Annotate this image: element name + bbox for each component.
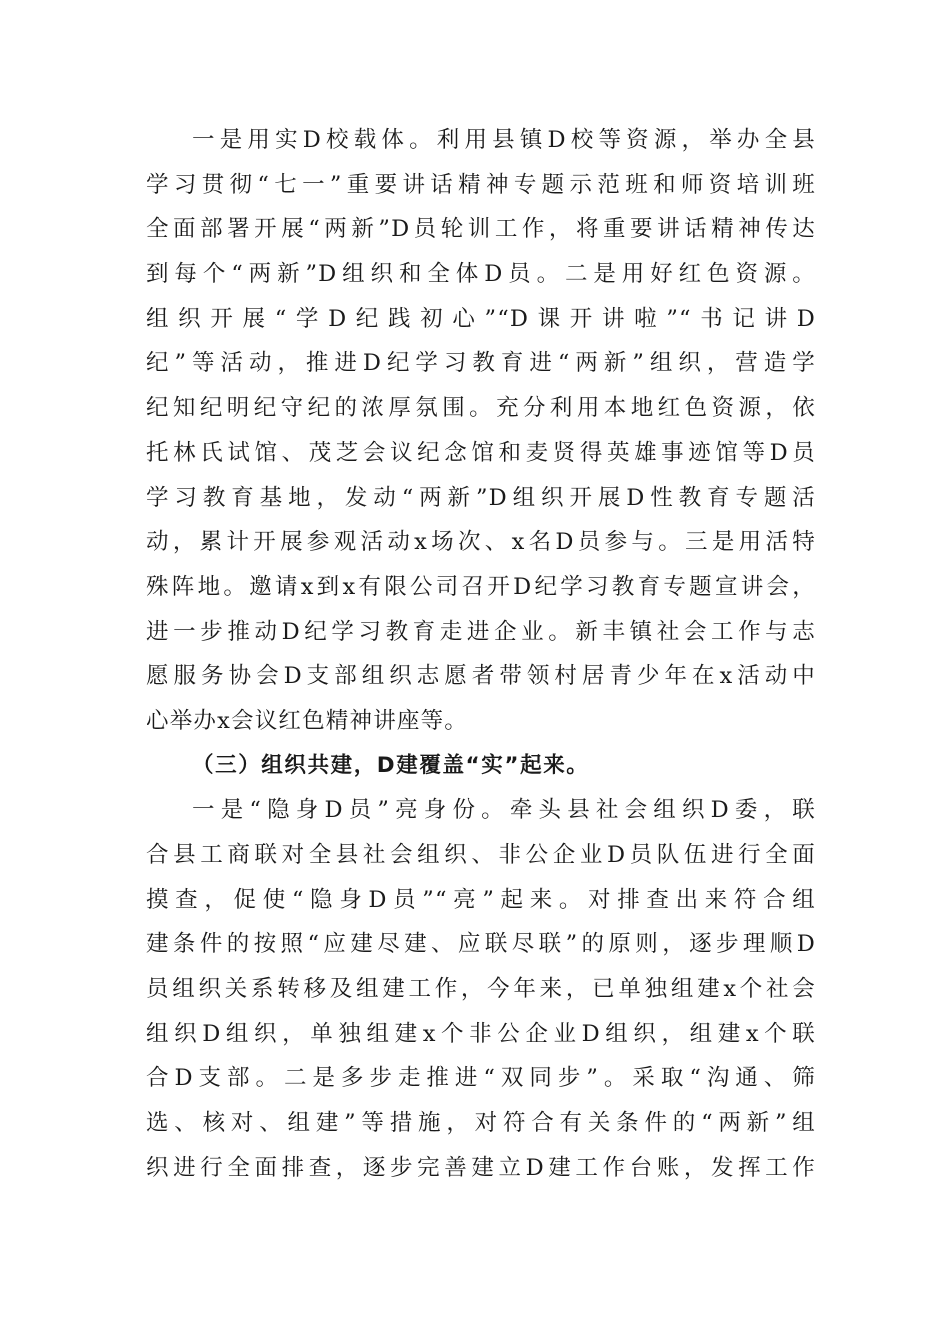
paragraph-line: 托林氏试馆、茂芝会议纪念馆和麦贤得英雄事迹馆等D员 <box>146 439 816 466</box>
paragraph-line: 选、核对、组建”等措施，对符合有关条件的“两新”组 <box>146 1110 816 1137</box>
paragraph-line: 纪”等活动，推进D纪学习教育进“两新”组织，营造学 <box>146 350 816 377</box>
document-body <box>146 118 816 1191</box>
paragraph-line: 一是用实D校载体。利用县镇D校等资源，举办全县 <box>192 127 816 153</box>
paragraph-line: 殊阵地。邀请x到x有限公司召开D纪学习教育专题宣讲会， <box>146 573 816 600</box>
paragraph-1 <box>146 118 816 744</box>
paragraph-line: 纪知纪明纪守纪的浓厚氛围。充分利用本地红色资源，依 <box>146 395 816 422</box>
paragraph-line: 摸查，促使“隐身D员”“亮”起来。对排查出来符合组 <box>146 886 816 913</box>
paragraph-line: 愿服务协会D支部组织志愿者带领村居青少年在x活动中 <box>146 663 816 690</box>
paragraph-line: 到每个“两新”D组织和全体D员。二是用好红色资源。 <box>146 261 816 288</box>
paragraph-line: 组织开展“学D纪践初心”“D课开讲啦”“书记讲D <box>146 305 816 332</box>
paragraph-2 <box>146 788 816 1190</box>
paragraph-line: 心举办x会议红色精神讲座等。 <box>146 707 468 734</box>
paragraph-line: 进一步推动D纪学习教育走进企业。新丰镇社会工作与志 <box>146 618 816 645</box>
paragraph-line: 建条件的按照“应建尽建、应联尽联”的原则，逐步理顺D <box>146 931 816 958</box>
paragraph-line: 学习教育基地，发动“两新”D组织开展D性教育专题活 <box>146 484 816 511</box>
paragraph-line: 学习贯彻“七一”重要讲话精神专题示范班和师资培训班 <box>146 171 816 198</box>
paragraph-line: 组织D组织，单独组建x个非公企业D组织，组建x个联 <box>146 1020 816 1047</box>
paragraph-line: 全面部署开展“两新”D员轮训工作，将重要讲话精神传达 <box>146 216 816 243</box>
paragraph-line: 一是“隐身D员”亮身份。牵头县社会组织D委，联 <box>192 797 816 824</box>
paragraph-line: 合D支部。二是多步走推进“双同步”。采取“沟通、筛 <box>146 1065 816 1092</box>
section-heading-3: （三）组织共建，D建覆盖“实”起来。 <box>192 752 590 778</box>
paragraph-line: 员组织关系转移及组建工作，今年来，已单独组建x个社会 <box>146 976 816 1003</box>
paragraph-line: 动，累计开展参观活动x场次、x名D员参与。三是用活特 <box>146 529 816 556</box>
paragraph-line: 织进行全面排查，逐步完善建立D建工作台账，发挥工作 <box>146 1154 816 1181</box>
paragraph-line: 合县工商联对全县社会组织、非公企业D员队伍进行全面 <box>146 842 816 868</box>
